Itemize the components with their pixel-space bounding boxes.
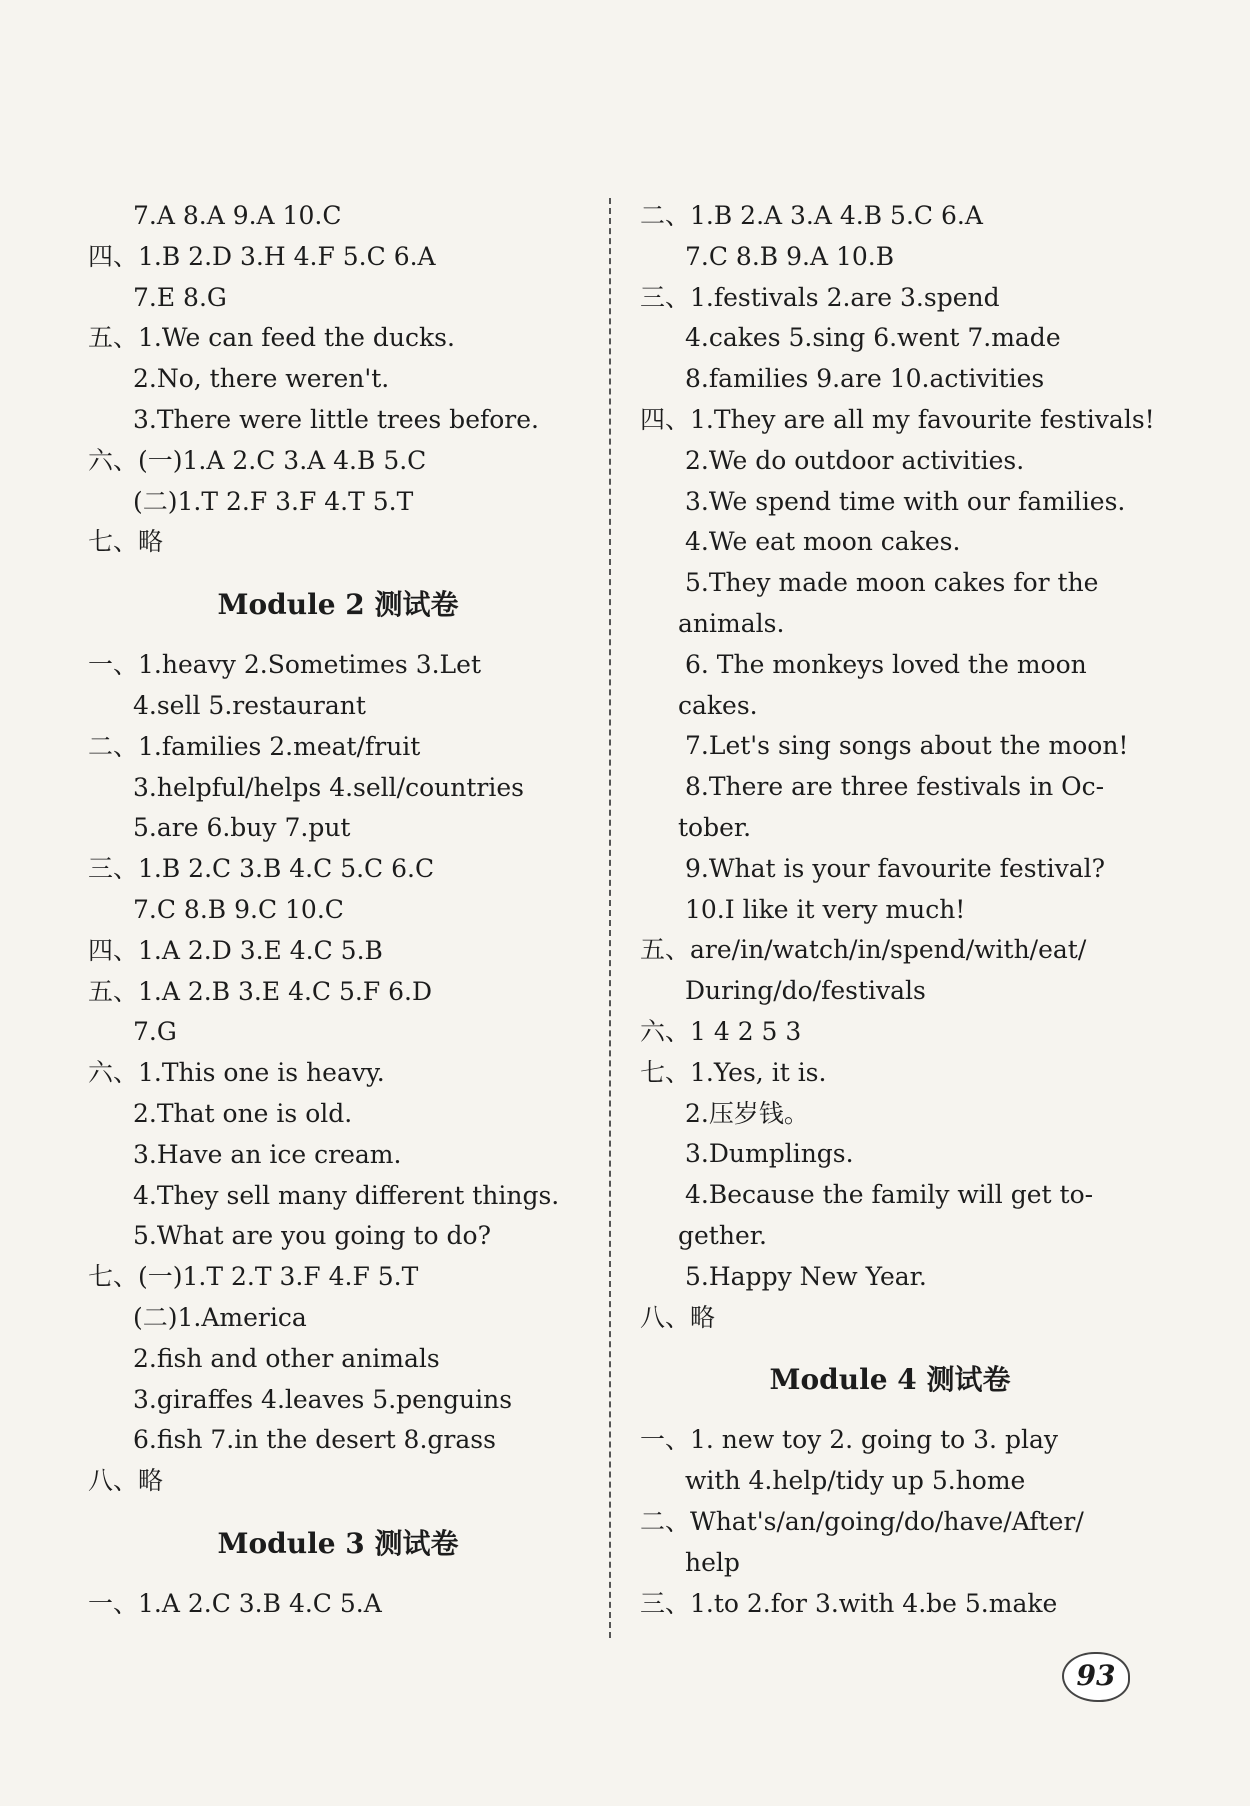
answer-line: 3.Have an ice cream. [133, 1139, 402, 1169]
answer-line: help [685, 1547, 740, 1577]
column-divider [609, 198, 611, 1638]
answer-line: 5.Happy New Year. [685, 1261, 927, 1291]
answer-line: During/do/festivals [685, 976, 926, 1006]
answer-line: 6. The monkeys loved the moon [685, 649, 1087, 679]
section-heading: Module 3 测试卷 [217, 1526, 459, 1560]
answer-line: 三、1.festivals 2.are 3.spend [640, 282, 1000, 312]
answer-line: animals. [678, 608, 785, 638]
answer-line: 七、1.Yes, it is. [640, 1057, 827, 1087]
answer-line: 五、1.A 2.B 3.E 4.C 5.F 6.D [88, 976, 433, 1006]
answer-line: 7.Let's sing songs about the moon! [685, 731, 1129, 761]
answer-line: 4.Because the family will get to- [685, 1180, 1094, 1210]
answer-line: 三、1.B 2.C 3.B 4.C 5.C 6.C [88, 854, 435, 884]
answer-line: 3.We spend time with our families. [685, 486, 1126, 516]
answer-line: 四、1.A 2.D 3.E 4.C 5.B [88, 935, 383, 965]
answer-line: 六、1 4 2 5 3 [640, 1016, 802, 1046]
answer-line: 4.cakes 5.sing 6.went 7.made [685, 323, 1061, 353]
answer-line: 一、1. new toy 2. going to 3. play [640, 1425, 1058, 1455]
page-number: 93 [1062, 1652, 1130, 1702]
answer-line: 八、略 [88, 1466, 164, 1496]
answer-line: 8.There are three festivals in Oc- [685, 772, 1105, 802]
answer-line: 4.We eat moon cakes. [685, 527, 961, 557]
answer-line: (二)1.T 2.F 3.F 4.T 5.T [133, 486, 414, 516]
section-heading: Module 2 测试卷 [217, 588, 459, 622]
left-column [88, 196, 588, 1625]
answer-line: 2.That one is old. [133, 1098, 353, 1128]
answer-line: 5.are 6.buy 7.put [133, 813, 351, 843]
answer-line: 七、略 [88, 527, 164, 557]
right-column [640, 196, 1155, 1624]
answer-line: 7.G [133, 1017, 177, 1047]
answer-line: 3.giraffes 4.leaves 5.penguins [133, 1384, 513, 1414]
answer-line: 7.E 8.G [133, 282, 227, 312]
answer-line: 7.C 8.B 9.C 10.C [133, 894, 344, 924]
answer-line: 八、略 [640, 1302, 716, 1332]
answer-line: 六、1.This one is heavy. [88, 1058, 385, 1088]
answer-line: 四、1.B 2.D 3.H 4.F 5.C 6.A [88, 241, 436, 271]
answer-line: 10.I like it very much! [685, 894, 966, 924]
answer-line: 三、1.to 2.for 3.with 4.be 5.make [640, 1588, 1058, 1618]
answer-line: 7.A 8.A 9.A 10.C [133, 201, 342, 230]
answer-line: 6.fish 7.in the desert 8.grass [133, 1425, 496, 1455]
answer-line: 4.sell 5.restaurant [133, 690, 366, 720]
answer-line: 2.压岁钱。 [685, 1098, 809, 1128]
answer-line: 四、1.They are all my favourite festivals! [640, 404, 1155, 434]
answer-line: 4.They sell many different things. [133, 1180, 560, 1210]
answer-line: 7.C 8.B 9.A 10.B [685, 241, 895, 271]
answer-line: 2.We do outdoor activities. [685, 445, 1025, 475]
answer-line: cakes. [678, 690, 758, 720]
answer-line: 二、What's/an/going/do/have/After/ [640, 1506, 1084, 1536]
answer-line: tober. [678, 812, 752, 842]
answer-line: 5.They made moon cakes for the [685, 568, 1099, 598]
answer-line: 3.Dumplings. [685, 1139, 854, 1169]
section-heading: Module 4 测试卷 [769, 1363, 1011, 1397]
answer-line: with 4.help/tidy up 5.home [685, 1466, 1026, 1496]
answer-line: 9.What is your favourite festival? [685, 853, 1106, 883]
answer-line: 3.There were little trees before. [133, 404, 539, 434]
answer-line: 5.What are you going to do? [133, 1221, 491, 1251]
answer-line: 五、1.We can feed the ducks. [88, 323, 455, 353]
answer-line: gether. [678, 1220, 767, 1250]
answer-line: 一、1.A 2.C 3.B 4.C 5.A [88, 1588, 382, 1618]
answer-line: (二)1.America [133, 1302, 307, 1332]
answer-line: 五、are/in/watch/in/spend/with/eat/ [640, 935, 1087, 965]
answer-line: 3.helpful/helps 4.sell/countries [133, 772, 524, 802]
answer-line: 一、1.heavy 2.Sometimes 3.Let [88, 650, 481, 680]
answer-line: 二、1.B 2.A 3.A 4.B 5.C 6.A [640, 201, 983, 230]
answer-line: 2.fish and other animals [133, 1343, 440, 1373]
answer-line: 2.No, there weren't. [133, 364, 390, 394]
answer-line: 七、(一)1.T 2.T 3.F 4.F 5.T [88, 1262, 419, 1292]
answer-line: 六、(一)1.A 2.C 3.A 4.B 5.C [88, 445, 427, 475]
answer-line: 二、1.families 2.meat/fruit [88, 731, 421, 761]
answer-line: 8.families 9.are 10.activities [685, 364, 1045, 394]
